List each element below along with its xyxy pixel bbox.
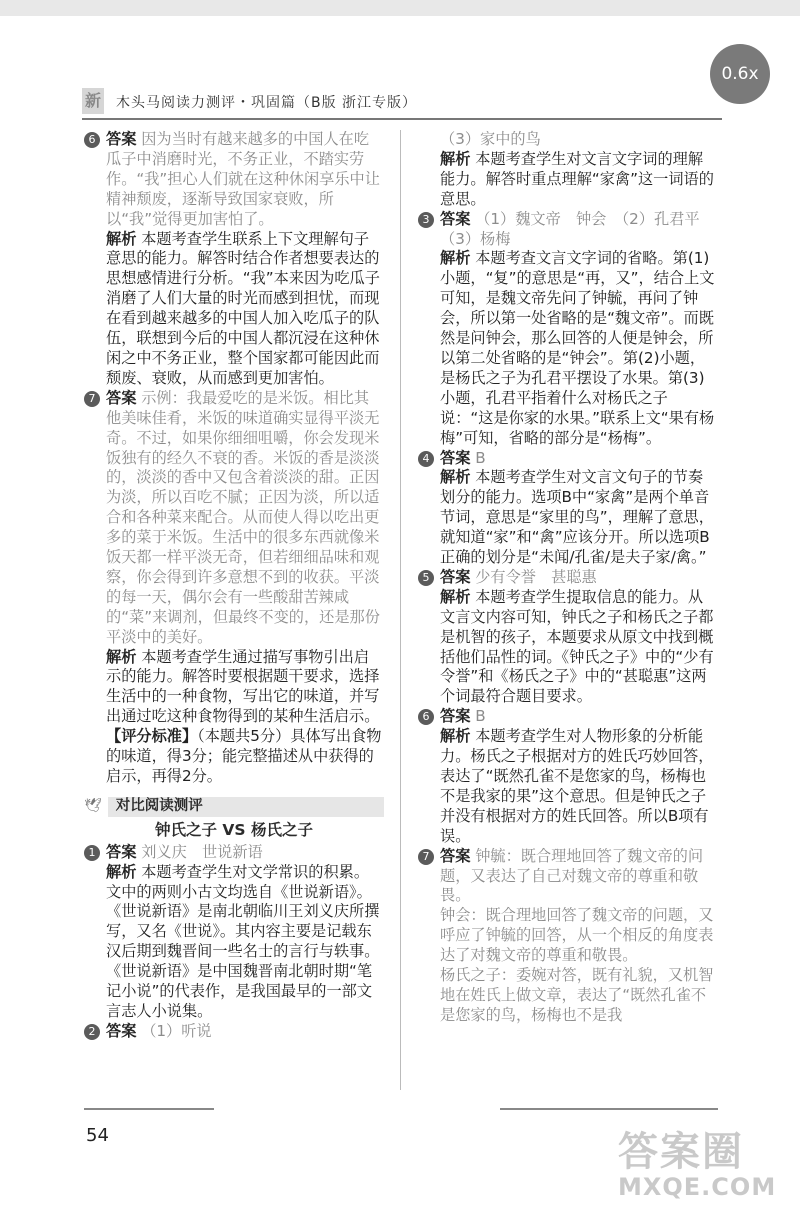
viewer-top-bar xyxy=(0,0,800,16)
answer-label: 答案 xyxy=(440,567,471,586)
answer-text: （1）听说 xyxy=(141,1021,212,1040)
right-q7 xyxy=(418,847,718,1026)
analysis-text: 本题考查学生对文学常识的积累。文中的两则小古文均选自《世说新语》。《世说新语》是南北朝临川王刘义庆所撰写，又名《世说》。其内容主要是记载东汉后期到魏晋间一些名士的言行与轶事。《世说新语》是中国魏晋南北朝时期“笔记小说”的代表作，是我国最早的一部文言志人小说集。 xyxy=(106,862,380,1020)
question-number-badge: 4 xyxy=(418,451,434,467)
analysis-label: 解析 xyxy=(440,727,471,746)
header-title: 木头马阅读力测评・巩固篇（B版 浙江专版） xyxy=(116,95,418,111)
right-q3 xyxy=(418,210,718,449)
answer-text: 示例：我最爱吃的是米饭。相比其他美味佳肴，米饭的味道确实显得平淡无奇。不过，如果你细细咀嚼，你会发现米饭独有的经久不衰的香。米饭的香是淡淡的，淡淡的香中又包含着淡淡的甜。正因为淡，所以百吃不腻；正因为淡，所以适合和各种菜来配合。从而使人得以吃出更多的菜于米饭。生活中的很多东西就像米饭天都一样平淡无奇，但若细细品味和观察，你会得到许多意想不到的收获。平淡的每一天，偶尔会有一些酸甜苦辣咸的“菜”来调剂，但最终不变的，还是那份平淡中的美好。 xyxy=(106,388,380,646)
answer-text: 刘义庆 世说新语 xyxy=(141,842,263,861)
answer-line-2: 钟会：既合理地回答了魏文帝的问题，又呼应了钟毓的回答，从一个相反的角度表达了对魏文帝的尊重和敬畏。 xyxy=(440,906,714,965)
answer-label: 答案 xyxy=(106,130,137,148)
question-number-badge: 7 xyxy=(418,849,434,865)
analysis-text: 本题考查学生联系上下文理解句子意思的能力。解答时结合作者想要表达的思想感情进行分析。“我”本来因为吃瓜子消磨了人们大量的时光而感到担忧，而现在看到越来越多的中国人加入吃瓜子的队伍，联想到今后的中国人都沉浸在这种休闲之中不务正业，整个国家都可能因此而颓废、衰败，从而感到更加害怕。 xyxy=(106,229,380,387)
analysis-label: 解析 xyxy=(440,149,471,168)
column-divider xyxy=(400,130,401,1090)
analysis-label: 解析 xyxy=(106,229,137,248)
watermark-url: MXQE.COM xyxy=(618,1173,777,1201)
answer-label: 答案 xyxy=(440,707,471,726)
answer-label: 答案 xyxy=(440,209,471,228)
analysis-text: 本题考查学生对人物形象的分析能力。杨氏之子根据对方的姓氏巧妙回答，表达了“既然孔雀不是您家的鸟，杨梅也不是我家的果”这个意思。但是钟氏之子并没有根据对方的姓氏回答。所以B项有误。 xyxy=(440,727,714,845)
answer-label: 答案 xyxy=(106,388,137,407)
left-column xyxy=(84,130,384,1042)
answer-label: 答案 xyxy=(440,448,471,467)
analysis-label: 解析 xyxy=(440,249,471,268)
analysis-text: 本题考查学生对文言文字词的理解能力。解答时重点理解“家禽”这一词语的意思。 xyxy=(440,149,714,208)
right-q5 xyxy=(418,568,718,707)
analysis-text: 本题考查学生通过描写事物引出启示的能力。解答时要根据题干要求，选择生活中的一种食物，写出它的味道，并写出通过吃这种食物得到的某种生活启示。 xyxy=(106,647,380,726)
analysis-text: 本题考查文言文字词的省略。第(1)小题，“复”的意思是“再，又”，结合上文可知，是魏文帝先问了钟毓，再问了钟会，所以第一处省略的是“魏文帝”。而既然是问钟会，那么回答的人便是钟会，所以第二处省略的是“钟会”。第(2)小题，是杨氏之子为孔君平摆设了水果。第(3)小题，孔君平指着什么对杨氏之子说：“这是你家的水果。”联系上文“果有杨梅”可知，省略的部分是“杨梅”。 xyxy=(440,249,715,447)
answer-text: （3）家中的鸟 xyxy=(440,130,541,148)
answer-label: 答案 xyxy=(106,1021,137,1040)
question-number-badge: 3 xyxy=(418,212,434,228)
answer-line-3: 杨氏之子：委婉对答，既有礼貌，又机智地在姓氏上做文章，表达了“既然孔雀不是您家的鸟，杨梅也不是我 xyxy=(440,966,714,1024)
right-q4 xyxy=(418,449,718,568)
question-number-badge: 1 xyxy=(84,845,100,861)
left-q7 xyxy=(84,389,384,787)
question-number-badge: 5 xyxy=(418,570,434,586)
section-title: 对比阅读测评 xyxy=(108,797,384,817)
page-number: 54 xyxy=(86,1125,109,1146)
right-q6 xyxy=(418,707,718,846)
grading-text: （本题共5分）具体写出食物的味道，得3分；能完整描述从中获得的启示，再得2分。 xyxy=(106,727,382,785)
answer-text: B xyxy=(475,448,486,467)
analysis-label: 解析 xyxy=(440,468,471,487)
question-number-badge: 7 xyxy=(84,391,100,407)
question-number-badge: 6 xyxy=(84,132,100,148)
zoom-level-badge[interactable]: 0.6x xyxy=(710,44,770,104)
question-number-badge: 6 xyxy=(418,709,434,725)
footer-rule-right xyxy=(500,1108,718,1110)
answer-text: 因为当时有越来越多的中国人在吃瓜子中消磨时光，不务正业，不踏实劳作。“我”担心人们就在这种休闲享乐中让精神颓废，逐渐导致国家衰败，所以“我”觉得更加害怕了。 xyxy=(106,130,380,228)
left-q6 xyxy=(84,130,384,389)
analysis-label: 解析 xyxy=(106,647,137,666)
analysis-label: 解析 xyxy=(106,862,137,881)
answer-label: 答案 xyxy=(106,842,137,861)
analysis-label: 解析 xyxy=(440,587,471,606)
left-q1 xyxy=(84,843,384,1022)
section-header xyxy=(84,797,384,817)
left-q2 xyxy=(84,1022,384,1042)
answer-text: 钟毓：既合理地回答了魏文帝的问题，又表达了自己对魏文帝的尊重和敬畏。 xyxy=(440,846,704,905)
answer-text: （1）魏文帝 钟会 （2）孔君平（3）杨梅 xyxy=(440,209,700,248)
right-column xyxy=(418,130,718,1026)
analysis-text: 本题考查学生对文言文句子的节奏划分的能力。选项B中“家禽”是两个单音节词，意思是“家里的鸟”，理解了意思，就知道“家”和“禽”应该分开。所以选项B正确的划分是“未闻/孔雀/是夫子家/禽。” xyxy=(440,468,714,567)
analysis-text: 本题考查学生提取信息的能力。从文言文内容可知，钟氏之子和杨氏之子都是机智的孩子，本题要求从原文中找到概括他们品性的词。《钟氏之子》中的“少有令誉”和《杨氏之子》中的“甚聪惠”这两个词最符合题目要求。 xyxy=(440,587,714,706)
series-logo: 新 xyxy=(82,88,104,114)
answer-text: 少有令誉 甚聪惠 xyxy=(475,567,597,586)
right-q2-continued xyxy=(418,130,718,210)
grading-label: 【评分标准】 xyxy=(106,727,198,746)
section-subtitle: 钟氏之子 VS 杨氏之子 xyxy=(155,820,313,839)
answer-label: 答案 xyxy=(440,846,471,865)
answer-text: B xyxy=(475,707,486,726)
question-number-badge: 2 xyxy=(84,1024,100,1040)
footer-rule-left xyxy=(84,1108,214,1110)
bird-icon: 🕊 xyxy=(84,797,102,814)
page-header xyxy=(82,88,722,120)
watermark-logo xyxy=(618,1120,776,1201)
watermark-text: 答案圈 xyxy=(618,1129,744,1175)
